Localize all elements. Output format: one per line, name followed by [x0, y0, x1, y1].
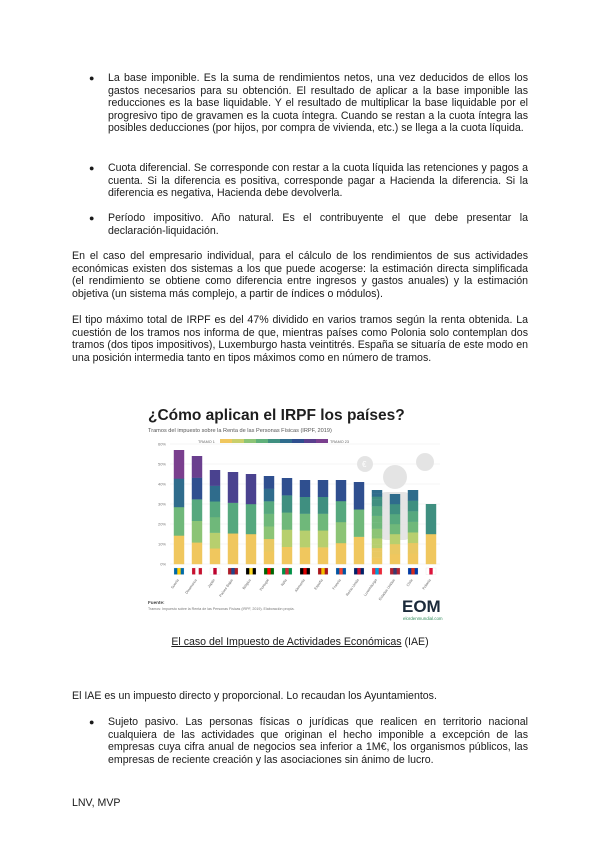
bar — [390, 494, 400, 564]
flag-icon — [192, 568, 202, 575]
legend-swatch — [292, 439, 304, 443]
bar — [318, 480, 328, 564]
bar-segment — [408, 511, 418, 522]
section-heading — [72, 636, 528, 649]
bullet-sujeto-pasivo: Sujeto pasivo. Las personas físicas o jurídicas que realicen en territorio nacional cualquiera de las actividades que originan el hecho imponible a excepción de las empresas cuya cifra anual de negocios sea inferior a 1M€, los organismos públicos, las empresas de reciente creación y las asociaciones sin ánimo de lucro. — [108, 716, 528, 766]
bar-segment — [210, 533, 220, 549]
bar-segment — [300, 480, 310, 497]
bar-segment — [372, 525, 382, 528]
x-tick-label: Chile — [405, 578, 414, 588]
bar-segment — [300, 547, 310, 564]
bar-segment — [390, 534, 400, 544]
bar-segment — [390, 554, 400, 564]
x-tick-label: Dinamarca — [184, 578, 198, 595]
bar-segment — [372, 532, 382, 535]
bar-segment — [372, 554, 382, 557]
bar-segment — [372, 496, 382, 499]
bar-segment — [300, 497, 310, 514]
bar-segment — [372, 513, 382, 516]
bar-segment — [372, 500, 382, 503]
irpf-chart — [140, 402, 460, 624]
bar — [354, 482, 364, 564]
bar-segment — [300, 514, 310, 531]
flag-icon — [336, 568, 346, 575]
legend-swatch — [232, 439, 244, 443]
flag-icon — [426, 568, 436, 575]
bar-segment — [282, 530, 292, 547]
bar — [408, 490, 418, 564]
bar-segment — [372, 493, 382, 496]
bar-segment — [372, 522, 382, 525]
bar-segment — [336, 501, 346, 522]
bar-segment — [426, 534, 436, 564]
bar-segment — [246, 534, 256, 564]
flag-icon — [390, 568, 400, 575]
bar-segment — [264, 526, 274, 539]
x-tick-label: Bélgica — [241, 578, 252, 591]
paragraph-iae: El IAE es un impuesto directo y proporcional. Lo recaudan los Ayuntamientos. — [72, 690, 437, 702]
bullet-base-imponible: La base imponible. Es la suma de rendimientos netos, una vez deducidos de ellos los gastos necesarios para su obtención. El resultado de aplicar a la base imponible las reducciones es la base liquidable. Y el resultado de multiplicar la base liquidable por el progresivo tipo de gravamen es la cuota íntegra. Cuando se restan a la cuota íntegra las posibles deducciones (por hijos, por compra de vivienda, etc.) se llega a la cuota líquida. — [108, 72, 528, 135]
x-tick-label: Estados Unidos — [378, 578, 396, 602]
bar — [192, 456, 202, 564]
bullet-marker: ● — [89, 717, 95, 727]
flag-icon — [228, 568, 238, 575]
chart-note: Tramos: Impuesto sobre la Renta de las Personas Físicas (IRPF, 2019). Elaboración propia. — [148, 607, 295, 611]
bar — [246, 474, 256, 564]
eom-url: elordenmundial.com — [403, 616, 443, 621]
bar-segment — [390, 494, 400, 504]
bar-segment — [318, 514, 328, 531]
bar-segment — [210, 501, 220, 517]
bar-segment — [246, 504, 256, 534]
eom-logo: EOM — [402, 597, 441, 616]
bar-segment — [372, 538, 382, 541]
bar-segment — [210, 548, 220, 564]
x-tick-label: Reino Unido — [345, 578, 360, 597]
bar-segment — [264, 476, 274, 489]
bar-segment — [264, 501, 274, 514]
x-tick-label: España — [313, 578, 324, 591]
bullet-marker: ● — [89, 163, 95, 173]
bar — [174, 450, 184, 564]
bar-segment — [336, 543, 346, 564]
bar-segment — [228, 533, 238, 564]
paragraph-empresario: En el caso del empresario individual, para el cálculo de los rendimientos de sus actividades económicas existen dos sistemas a los que puede acogerse: la estimación directa simplificada (el rendimiento se obtiene como diferencia entre ingresos y gastos anuales) y la estimación objetiva (un sistema más complejo, a partir de índices o módulos). — [72, 250, 528, 300]
bar-segment — [282, 478, 292, 495]
flag-icon — [264, 568, 274, 575]
bar-segment — [372, 506, 382, 509]
x-tick-label: Polonia — [421, 578, 432, 591]
flag-icon — [210, 568, 220, 575]
bar — [300, 480, 310, 564]
bar-segment — [390, 504, 400, 514]
y-tick-label: 30% — [157, 501, 166, 507]
bar-segment — [246, 474, 256, 504]
section-heading-link[interactable]: El caso del Impuesto de Actividades Económicas — [171, 636, 402, 648]
bar-segment — [192, 456, 202, 478]
y-tick-label: 20% — [157, 521, 166, 527]
bar-segment — [426, 504, 436, 534]
bar-segment — [372, 541, 382, 544]
bar-segment — [372, 551, 382, 554]
y-tick-label: 10% — [157, 541, 166, 547]
bar-segment — [174, 536, 184, 565]
bar-segment — [408, 543, 418, 554]
bar-segment — [354, 537, 364, 565]
chart-title: ¿Cómo aplican el IRPF los países? — [148, 407, 405, 424]
flag-icon — [318, 568, 328, 575]
bar-segment — [408, 490, 418, 501]
bar-segment — [372, 535, 382, 538]
bar-segment — [372, 509, 382, 512]
section-heading-suffix: (IAE) — [401, 636, 429, 648]
bar-segment — [192, 521, 202, 543]
x-tick-label: Francia — [331, 578, 342, 591]
bar — [426, 504, 436, 564]
bar-segment — [390, 514, 400, 524]
bar-segment — [372, 545, 382, 548]
bar-segment — [210, 486, 220, 502]
x-tick-label: Países Bajos — [218, 578, 234, 598]
bar-segment — [354, 509, 364, 537]
chart-source: Fuente: — [148, 600, 165, 605]
bullet-marker: ● — [89, 213, 95, 223]
bullet-marker: ● — [89, 73, 95, 83]
bar-segment — [336, 522, 346, 543]
flag-icon — [282, 568, 292, 575]
bar-segment — [192, 542, 202, 564]
bar-segment — [264, 514, 274, 527]
svg-text:€: € — [362, 460, 367, 469]
bar-segment — [336, 480, 346, 501]
legend-swatch — [316, 439, 328, 443]
bar-segment — [210, 517, 220, 533]
bullet-periodo-impositivo: Período impositivo. Año natural. Es el contribuyente el que debe presentar la declaración-liquidación. — [108, 212, 528, 237]
bar-segment — [408, 522, 418, 533]
bar-segment — [282, 547, 292, 564]
chart-subtitle: Tramos del impuesto sobre la Renta de las Personas Físicas (IRPF, 2019) — [148, 428, 332, 434]
bar-segment — [372, 529, 382, 532]
bar — [336, 480, 346, 564]
flag-icon — [246, 568, 256, 575]
bar-segment — [192, 499, 202, 521]
legend-label: TRAMO 23 — [330, 440, 349, 444]
bar-segment — [408, 501, 418, 512]
footer-author: LNV, MVP — [72, 797, 121, 809]
y-tick-label: 40% — [157, 481, 166, 487]
bar-segment — [318, 530, 328, 547]
bar — [210, 470, 220, 564]
bar-segment — [282, 495, 292, 512]
bar-segment — [372, 558, 382, 561]
bar-segment — [264, 489, 274, 502]
bar-segment — [372, 561, 382, 564]
legend-swatch — [268, 439, 280, 443]
bar-segment — [228, 503, 238, 534]
bar-segment — [282, 512, 292, 529]
bar-segment — [372, 519, 382, 522]
y-tick-label: 60% — [157, 441, 166, 447]
flag-icon — [354, 568, 364, 575]
bar-segment — [228, 472, 238, 503]
bar-segment — [264, 551, 274, 564]
x-tick-label: Italia — [280, 578, 288, 587]
bar-segment — [174, 450, 184, 479]
bar-segment — [372, 490, 382, 493]
bar-segment — [372, 503, 382, 506]
y-tick-label: 50% — [157, 461, 166, 467]
x-tick-label: Luxemburgo — [363, 578, 378, 597]
bar-segment — [318, 497, 328, 514]
bar-segment — [174, 507, 184, 536]
legend-swatch — [304, 439, 316, 443]
x-tick-label: Japón — [206, 578, 216, 589]
bar — [372, 490, 382, 564]
legend-label: TRAMO 1 — [198, 440, 215, 444]
bar-segment — [372, 548, 382, 551]
legend-swatch — [244, 439, 256, 443]
legend-swatch — [256, 439, 268, 443]
bullet-cuota-diferencial: Cuota diferencial. Se corresponde con restar a la cuota líquida las retenciones y pagos a cuenta. Si la diferencia es positiva, corresponde pagar a Hacienda la diferencia. Si la diferencia es negativa, Hacienda debe devolverla. — [108, 162, 528, 200]
bar-segment — [210, 470, 220, 486]
bar-segment — [192, 478, 202, 500]
flag-icon — [300, 568, 310, 575]
paragraph-tipo-maximo: El tipo máximo total de IRPF es del 47% dividido en varios tramos según la renta obtenida. La cuestión de los tramos nos informa de que, mientras países como Polonia solo contemplan dos tramos (dos tipos impositivos), Luxemburgo hasta veintitrés. España se situaría de este modo en una posición intermedia tanto en tipos máximos como en número de tramos. — [72, 314, 528, 364]
x-tick-label: Alemania — [293, 578, 306, 593]
y-tick-label: 0% — [160, 561, 166, 567]
bar — [228, 472, 238, 564]
bar-segment — [318, 547, 328, 564]
bar-segment — [318, 480, 328, 497]
bar-segment — [408, 532, 418, 543]
bar-segment — [300, 530, 310, 547]
flag-icon — [408, 568, 418, 575]
bar-segment — [408, 553, 418, 564]
bar-segment — [390, 544, 400, 554]
flag-icon — [174, 568, 184, 575]
bar-segment — [354, 482, 364, 510]
legend-swatch — [220, 439, 232, 443]
legend-swatch — [280, 439, 292, 443]
bar — [264, 476, 274, 564]
bar-segment — [174, 479, 184, 508]
bar-segment — [264, 539, 274, 552]
bar-segment — [372, 516, 382, 519]
x-tick-label: Suecia — [170, 578, 180, 590]
bar — [282, 478, 292, 564]
flag-icon — [372, 568, 382, 575]
x-tick-label: Portugal — [258, 578, 270, 592]
bar-segment — [390, 524, 400, 534]
